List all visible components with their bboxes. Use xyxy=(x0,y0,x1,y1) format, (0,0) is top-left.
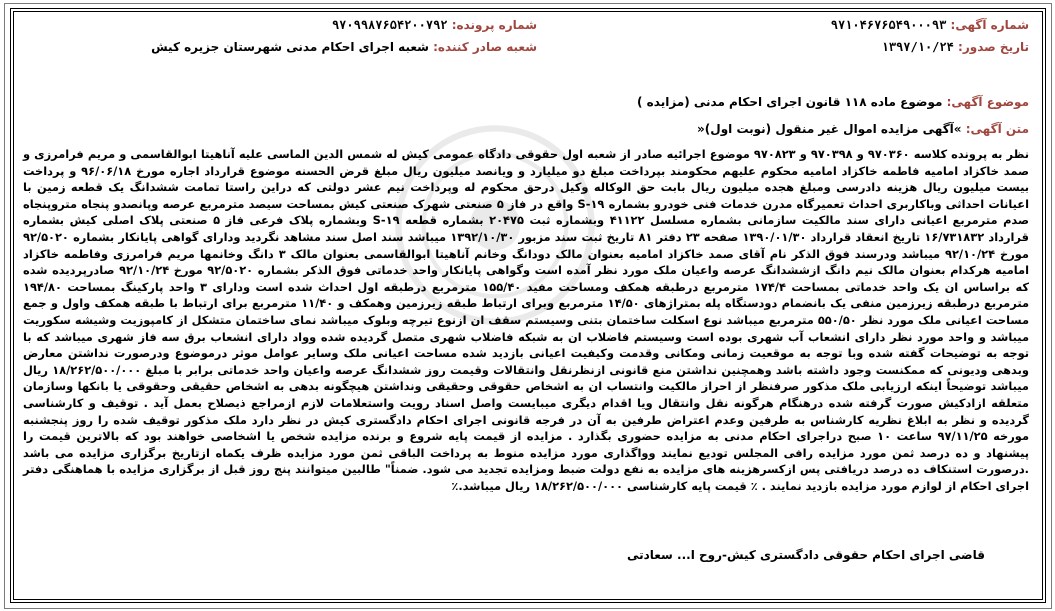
notice-number-row xyxy=(831,18,1029,32)
issuing-branch-row xyxy=(151,40,537,54)
subject-row xyxy=(637,95,1029,109)
subject-text: موضوع ماده ۱۱۸ قانون اجرای احکام مدنی (مزایده ) xyxy=(637,95,943,109)
issue-date-value: ۱۳۹۷/۱۰/۲۴ xyxy=(881,40,954,54)
ad-text-label: متن آگهی: xyxy=(965,122,1029,136)
notice-number-value: ۹۷۱۰۴۶۷۶۵۴۹۰۰۰۹۳ xyxy=(830,18,947,32)
issuing-branch-value: شعبه اجرای احکام مدنی شهرستان جزیره کیش xyxy=(151,40,429,54)
issue-date-row xyxy=(882,40,1029,54)
subject-label: موضوع آگهی: xyxy=(946,95,1029,109)
file-number-row xyxy=(332,18,537,32)
issuing-branch-label: شعبه صادر کننده: xyxy=(433,40,537,54)
ad-text-row xyxy=(697,122,1029,136)
issue-date-label: تاریخ صدور: xyxy=(958,40,1029,54)
notice-body-text: نظر به پرونده کلاسه ۹۷۰۳۶۰ و ۹۷۰۳۹۸ و ۹۷۰۸۲۳ موضوع اجرائیه صادر از شعبه اول حقوقی دادگاه عمومی کیش له شمس الدین الماسی علیه آناهیتا ابوالقاسمی و مریم فرامرزی و صمد خاکزاد امامیه فاطمه خاکزاد امامیه محکوم علیهم محکومند بپرداخت مبلغ دو میلیارد و ویانصد میلیون ریال مبلغ قرض الحسنه موضوع قرارداد اجاره مورخ ۹۶/۰۶/۱۸ و پرداخت بیست میلیون ریال هزینه دادرسی ومبلغ هجده میلیون ریال بابت حق الوکاله وکیل درحق محکوم له وپرداخت نیم عشر دولتی که دراین راستا تمامت ششدانگ یک قطعه زمین با اعیانات احداثی وباکاربری احداث تعمیرگاه مدرن خدمات فنی خودرو بشماره ۱۹-S واقع در فاز ۵ صنعتی شهرک صنعتی کیش بمساحت سیصد مترمربع عرصه وپانصدو پنجاه متروپنجاه صدم مترمربع اعیانی دارای سند مالکیت سازمانی بشماره مسلسل ۴۱۱۲۲ وبشماره ثبت ۲۰۴۷۵ بشماره قطعه ۱۹-S وبشماره پلاک فرعی فاز ۵ صنعتی پلاک اصلی کیش بشماره قرارداد ۱۶/۷۳۱۸۳۲ تاریخ انعقاد قرارداد ۱۳۹۰/۰۱/۳۰ صفحه ۲۳ دفتر ۸۱ تاریخ ثبت سند مزبور ۱۳۹۲/۱۰/۳۰ میباشد سند اصل سند مشاهد نگردید ودارای گواهی پایانکار بشماره ۹۲/۵۰۲۰ مورخ ۹۲/۱۰/۲۴ میباشد ودرسند فوق الذکر نام آقای صمد خاکزاد امامیه بعنوان مالک دودانگ وخانم آناهیتا ابوالقاسمی بعنوان مالک ۳ دانگ وخانمها مریم فرامرزی وفاطمه خاکزاد امامیه هرکدام بعنوان مالک نیم دانگ ازششدانگ عرصه واعیان ملک مورد نظر آمده است وگواهی پایانکار واحد خدماتی فوق الذکر بشماره ۹۲/۵۰۲۰ مورخ ۹۲/۱۰/۲۴ صادرپردیده شده که براساس ان یک واحد خدماتی بمساحت ۱۷۴/۴ مترمربع درطبقه همکف ومساحت مفید ۱۵۵/۴۰ مترمربع درطبقه اول احداث شده است ودارای ۳ واحد پارکینگ بمساحت ۱۹۴/۸۰ مترمربع درطبقه زیرزمین منفی یک بانضمام دودستگاه پله بمتراژهای ۱۴/۵۰ مترمربع وبرای ارتباط طبقه زیرزمین وهمکف و ۱۱/۴۰ مترمربع برای ارتباط با طبقه همکف واول و جمع مساحت اعیانی ملک مورد نظر ۵۵۰/۵۰ مترمربع میباشد نوع اسکلت ساختمان بتنی وسیستم سقف ان ازنوع تیرچه وبلوک میباشد نمای ساختمان متشکل از کامپوزیت وشیشه سکوریت میباشد و واحد مورد نظر دارای انشعاب آب شهری بوده است وسیستم فاضلاب ان به شبکه فاضلاب شهری متصل گردیده شده وواد دارای انشعاب برق سه فاز شهری میباشد که با توجه به توضیحات گفته شده وبا توجه به موقعیت زمانی ومکانی وقدمت وکیفیت اعیانی بازدید شده مساحت اعیانی ملک وسایر عوامل موثر درموضوع ودرصورت نداشتن معارض وبدهی ودیونی که ممکنست وجود داشته باشد وهمچنین نداشتن منع قانونی ازنظرنقل وانتقالات وقیمت روز ششدانگ عرصه واعیان واحد خدماتی برابر با مبلغ ۱۸/۲۶۲/۵۰۰/۰۰۰ ریال میباشد توضیحاً اینکه ارزیابی ملک مذکور صرفنظر از احراز مالکیت وانتساب ان به اشخاص حقوقی وحقیقی ونداشتن هیچگونه بدهی به اشخاص حقیقی وحقوقی یا بانکها وسازمان متعلقه ازادکیش صورت گرفته شده درهنگام هرگونه نقل وانتقال ویا اقدام دیگری میبایست واصل اسناد رویت واستعلامات لازم ازمراجع ذیصلاح بعمل آید . توقیف و کارشناسی گردیده و نظر به ابلاغ نظریه کارشناس به طرفین وعدم اعتراض طرفین به آن در فرجه قانونی اجرای احکام دادگستری کیش در نظر دارد ملک مذکور توقیف شده را روز پنجشنبه مورخه ۹۷/۱۱/۲۵ ساعت ۱۰ صبح دراجرای احکام مدنی به مزایده حضوری بگذارد . مزایده از قیمت پایه شروع و برنده مزایده شخص یا اشخاصی خواهند بود که بالاترین قیمت را پیشنهاد و ده درصد ثمن مورد مزایده رافی المجلس تودیع نمایند وواگذاری مورد مزایده منوط به پرداخت الباقی ثمن مورد مزایده ظرف یکماه ازتاریخ برگزاری مزایده می باشد .درصورت استنکاف ده درصد دریافتی پس ازکسرهزینه های مزایده به نفع دولت ضبط ومزایده تجدید می شود. ضمناً" طالبین میتوانند پنج روز قبل از برگزاری مزایده با هماهنگی دفتر اجرای احکام از لوازم مورد مزایده بازدید نمایند . ٪ قیمت پایه کارشناسی ۱۸/۲۶۲/۵۰۰/۰۰۰ ریال میباشد.٪ xyxy=(23,147,1030,493)
file-number-value: ۹۷۰۹۹۸۷۶۵۴۲۰۰۷۹۲ xyxy=(331,18,448,32)
ad-text-title: »آگهی مزایده اموال غیر منقول (نوبت اول)« xyxy=(697,122,962,136)
notice-number-label: شماره آگهی: xyxy=(950,18,1029,32)
judge-signature: قاضی اجرای احکام حقوقی دادگستری کیش-روح ا... سعادتی xyxy=(626,548,985,562)
file-number-label: شماره پرونده: xyxy=(451,18,537,32)
